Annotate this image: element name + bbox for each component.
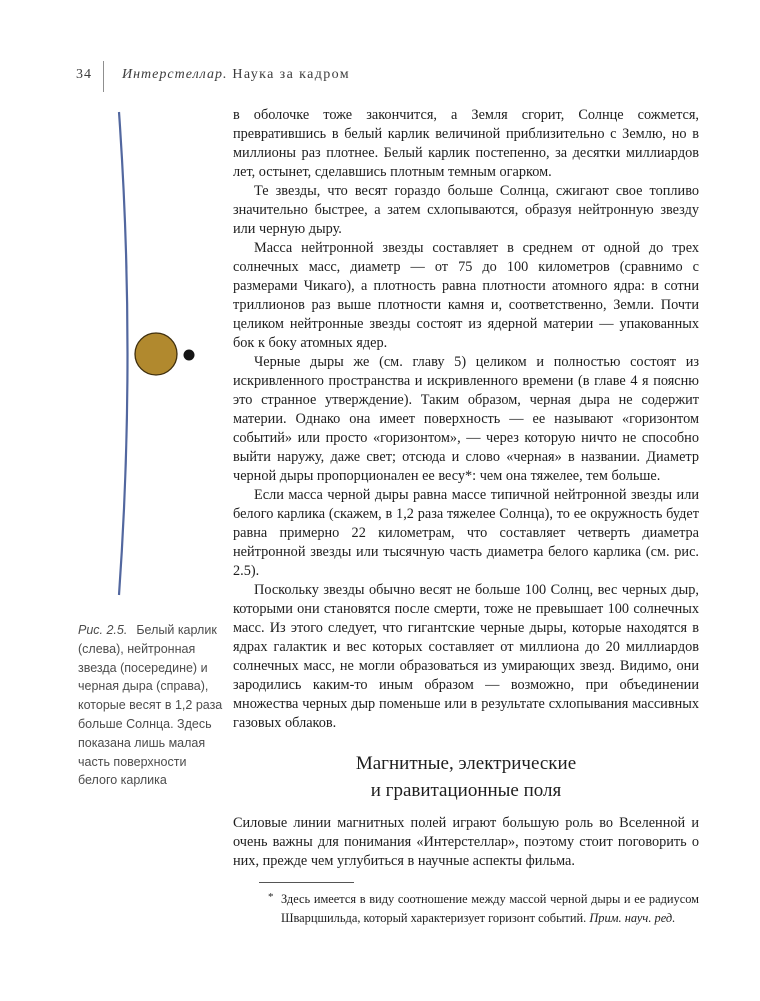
paragraph: Те звезды, что весят гораздо больше Солнца, сжигают свое топливо значительно быстрее, а затем схлопываются, образуя нейтронную звезду или черную дыру. — [233, 183, 699, 237]
figure-caption-text: Белый карлик (слева), нейтронная звезда (посередине) и черная дыра (справа), которые весят в 1,2 раза больше Солнца. Здесь показана лишь малая часть поверхности белого карлика — [78, 623, 223, 788]
section-heading-line2: и гравитационные поля — [370, 780, 562, 801]
paragraph: в оболочке тоже закончится, а Земля сгорит, Солнце сожмется, превратившись в белый карлик величиной приблизительно с Землю, но в миллионы раз плотнее. Белый карлик постепенно, за десятки миллиардов лет, остынет, сделавшись плотным темным огарком. — [233, 107, 699, 180]
running-title-section: Наука за кадром — [232, 67, 351, 82]
footnote-attribution: Прим. науч. ред. — [589, 910, 676, 925]
figure-stellar-remnants — [80, 104, 210, 604]
footnote-marker: * — [268, 891, 274, 903]
main-text-column — [233, 106, 699, 927]
footnote-text — [233, 890, 699, 927]
neutron-star — [135, 333, 177, 375]
footnote — [233, 882, 699, 927]
paragraph: Силовые линии магнитных полей играют большую роль во Вселенной и очень важны для понимания «Интерстеллар», поэтому стоит поговорить о них, прежде чем углубиться в научные аспекты фильма. — [233, 815, 699, 869]
running-title — [122, 67, 350, 83]
paragraph: Поскольку звезды обычно весят не больше 100 Солнц, вес черных дыр, которыми они становятся после смерти, тоже не превышает 100 солнечных масс. Из этого следует, что гигантские черные дыры, которые находятся в ядрах галактик и вес которых составляет от миллиона до 20 миллиардов солнечных масс, не могли образоваться из умирающих звезд. Видимо, они зародились каким-то иным образом — возможно, при объединении множества черных дыр поменьше или в результате схлопывания массивных газовых облаков. — [233, 582, 699, 731]
paragraph: Черные дыры же (см. главу 5) целиком и полностью состоят из искривленного пространства и искривленного времени (в главе 4 я поясню это странное утверждение). Таким образом, черная дыра не содержит материи. Однако она имеет поверхность — ее называют «горизонтом событий» или просто «горизонтом», — через которую ничто не способно выйти наружу, даже свет; отсюда и слово «черная» в названии. Диаметр черной дыры пропорционален ее весу*: чем она тяжелее, тем больше. — [233, 354, 699, 484]
paragraph: Если масса черной дыры равна массе типичной нейтронной звезды или белого карлика (скажем, в 1,2 раза тяжелее Солнца), то ее окружность будет равна примерно 22 километрам, что составляет четверть диаметра нейтронной звезды или тысячную часть диаметра белого карлика (см. рис. 2.5). — [233, 487, 699, 579]
section-heading-line1: Магнитные, электрические — [355, 753, 577, 774]
running-title-book: Интерстеллар. — [122, 67, 228, 82]
page-number: 34 — [76, 67, 92, 82]
figure-caption — [78, 621, 224, 790]
figure-caption-label: Рис. 2.5. — [78, 623, 128, 637]
paragraph: Масса нейтронной звезды составляет в среднем от одной до трех солнечных масс, диаметр — от 75 до 100 километров (сравнимо с размерами Чикаго), а плотность равна плотности атомного ядра: в сотни триллионов раз выше плотности камня и, соответственно, Земли. Почти целиком нейтронные звезды состоят из ядерной материи — упакованных бок к боку атомных ядер. — [233, 240, 699, 351]
footnote-body: Здесь имеется в виду соотношение между массой черной дыры и ее радиусом Шварцшильда, который характеризует горизонт событий. — [281, 892, 699, 925]
header-divider — [103, 61, 104, 92]
footnote-separator — [259, 882, 354, 883]
section-heading — [233, 750, 699, 804]
white-dwarf-surface-arc — [119, 112, 128, 595]
black-hole-dot — [184, 350, 195, 361]
